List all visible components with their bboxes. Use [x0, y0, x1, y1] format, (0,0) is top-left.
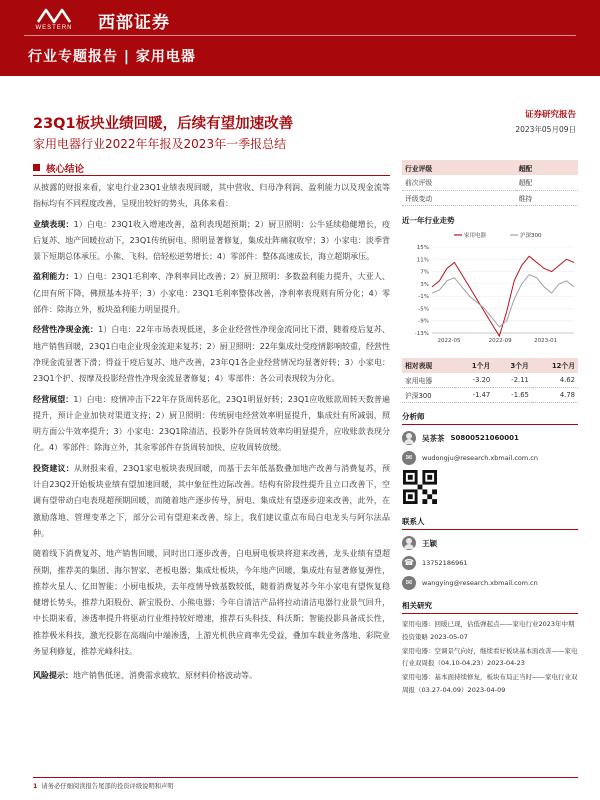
recommendation-paragraph: 随着线下消费复苏、地产销售回暖，同时出口逐步改善，白电厨电板块将迎来改善，龙头业绩有望超预期，推荐美的集团、海尔智家、老板电器；集成灶板块，今年地产回暖，集成灶有显著修复弹性，推荐火星人、亿田智能；小厨电板块，去年疫情导致基数较低，随着消费复苏今年小家电有望恢复稳健增长势头，推荐九阳股份、新宝股份、小熊电器；今年自清洁产品将拉动清洁电器行业景气回升，中长期来看，渗透率提升将驱动行业维持较好增速，推荐石头科技、科沃斯；智能投影具备成长性，推荐极米科技，激光投影在高端向中端渗透，上游光机供应商率先受益，叠加车载业务落地、彩院业务显利修复，推荐光峰科技。: [33, 549, 390, 657]
footer: [33, 781, 174, 790]
contact-email[interactable]: wangying@research.xbmail.com.cn: [422, 579, 538, 587]
cashflow-paragraph: [33, 322, 390, 387]
paragraph-label: 盈利能力：: [33, 272, 74, 282]
chart-title: 近一年行业走势: [402, 215, 455, 225]
paragraph-text: 1）白电：22年市场表现低迷，多企业经营性净现金流同比下滑，随着疫后复苏、地产销售回暖，23Q1白电企业现金流迎来复苏；2）厨卫照明：22年集成灶受疫情影响较重，经营性净现金流显著下滑；得益于疫后复苏、地产改善，23年Q1各企业经营情况均显著好转；3）小家电：23Q1个护、按摩及投影经营性净现金流显著修复；4）零部件：各公司表现较为分化。: [33, 325, 390, 384]
rating-label: 评级变动: [402, 190, 516, 205]
table-row: [402, 373, 578, 388]
report-type: 行业专题报告 | 家用电器: [28, 49, 196, 65]
related-heading: 相关研究: [402, 600, 578, 614]
table-row: [402, 160, 578, 175]
perf-cell: -1.65: [493, 388, 532, 403]
series-line: [432, 274, 574, 326]
perf-header: 12个月: [532, 358, 578, 373]
analyst-heading: 分析师: [402, 411, 578, 425]
related-list: [402, 618, 578, 697]
perf-header: 1个月: [455, 358, 494, 373]
contact-heading: 联系人: [402, 516, 578, 530]
trend-chart-svg: [402, 229, 578, 349]
perf-cell: 家用电器: [402, 373, 455, 388]
paragraph-text: 1）白电：23Q1毛利率、净利率同比改善；2）厨卫照明：多数盈利能力提升，大亚人、亿田有所下降，佛照基本持平；3）小家电：23Q1毛利率整体改善，净利率表现则有所分化；4）零部件：除海立外，板块盈利能力明显提升。: [33, 272, 390, 315]
y-tick-label: -9%: [418, 318, 429, 325]
report-kind: 证券研究报告: [524, 110, 576, 120]
outlook-paragraph: [33, 392, 390, 457]
legend-label: 家用电器: [464, 232, 487, 239]
investment-paragraph: [33, 461, 390, 542]
list-item[interactable]: 家用电器：基本面持续修复，板块布局正当时——家电行业双周报（03.27-04.09）2023-04-09: [402, 673, 578, 694]
core-conclusions: [33, 160, 390, 685]
contact-phone-row: [402, 556, 578, 570]
y-tick-label: 7%: [420, 269, 429, 276]
y-tick-label: -1%: [418, 293, 429, 300]
related-research: [402, 600, 578, 697]
report-subtitle: 家用电器行业2022年年报及2023年一季报总结: [33, 137, 287, 151]
analyst-email-row: [402, 451, 578, 465]
y-tick-label: 3%: [420, 281, 429, 288]
sidebar: [402, 160, 578, 698]
paragraph-label: 投资建议：: [33, 463, 74, 473]
table-row: [402, 175, 578, 190]
performance-table: [402, 358, 578, 404]
table-row: [402, 190, 578, 205]
rating-label: 行业评级: [402, 160, 516, 175]
rating-table: [402, 160, 578, 206]
paragraph-label: 经营展望：: [33, 394, 74, 404]
y-tick-label: -13%: [414, 330, 429, 337]
page-number: 1: [33, 783, 38, 790]
intro-paragraph: 从披露的财报来看，家电行业23Q1业绩表现回暖，其中营收、归母净利润、盈利能力以及现金流等指标均有不同程度改善，呈现出较好的势头，具体来看：: [33, 183, 390, 209]
analyst-block: [402, 411, 578, 508]
analyst-cert: S0800521060001: [450, 434, 519, 442]
contact-name: 王颖: [422, 538, 437, 548]
paragraph-text: 从财报来看，23Q1家电板块表现回暖，而基于去年低基数叠加地产改善与消费复苏，预计自23Q2开始板块业绩有望加速回暖，其中象征性边际改善。结构有阶段性提升且立口改善下，空调有望带动白电表现超预期回暖，而随着地产逐步传导，厨电、集成灶有望逐步迎来改善，此外，在激励落地、管理变革之下，部分公司有望迎来改善，综上，我们建议重点布局白电龙头与阿尔法品种。: [33, 463, 390, 538]
perf-cell: 4.62: [532, 373, 578, 388]
logo: [24, 8, 84, 34]
risk-paragraph: [33, 668, 390, 684]
perf-header: 3个月: [493, 358, 532, 373]
brand-name: 西部证券: [98, 13, 170, 33]
y-tick-label: -5%: [418, 305, 429, 312]
trend-chart: [402, 229, 578, 349]
banner-divider: [24, 35, 576, 36]
contact-block: [402, 516, 578, 590]
core-heading-text: 核心结论: [46, 163, 85, 175]
perf-cell: -1.47: [455, 388, 494, 403]
logo-text: WESTERN: [35, 25, 73, 31]
table-row: [402, 388, 578, 403]
rating-value: 超配: [516, 160, 578, 175]
risk-text: 地产销售低迷、消费需求疲软、原材料价格波动等。: [73, 671, 257, 681]
contact-phone[interactable]: 13752186961: [422, 559, 468, 567]
phone-icon: ☎: [402, 556, 416, 570]
rating-value: 超配: [516, 175, 578, 190]
email-icon: ✉: [402, 576, 416, 590]
paragraph-text: 1）白电：疫情冲击下22年存货周转恶化，23Q1明显好转；23Q1应收账款周转天数普遍提升，预计企业加快对渠道支持；2）厨卫照明：传统厨电经营效率明显提升，集成灶有所减弱，照明方面公牛效率提升；3）小家电：23Q1除清洁、投影外存货周转效率均明显提升，应收账款表现分化。4）零部件：除海立外，其余零部件存货周转加快、应收周转放缓。: [33, 394, 391, 453]
y-tick-label: 15%: [416, 244, 429, 251]
avatar-icon: [402, 431, 416, 445]
x-tick-label: 2022-05: [437, 337, 461, 344]
table-row: [402, 358, 578, 373]
paragraph-text: 1）白电：23Q1收入增速改善，盈利表现超预期；2）厨卫照明：公牛延续稳健增长，疫后复苏、地产回暖拉动下，23Q1传统厨电、照明显著修复，集成灶阵痛叙收窄；3）小家电：淡季背景下短期总体承压。小熊、飞科、倍轻松逆势增长；4）零部件：整体高速成长，海立超期承压。: [33, 219, 390, 262]
logo-mark-icon: [36, 8, 72, 24]
risk-label: 风险提示：: [33, 671, 73, 681]
header-banner: [0, 0, 600, 76]
perf-cell: -3.20: [455, 373, 494, 388]
footer-divider: [33, 777, 578, 778]
perf-header: 相对表现: [402, 358, 455, 373]
email-icon: ✉: [402, 451, 416, 465]
paragraph-label: 经营性净现金流：: [33, 325, 99, 335]
core-heading: [33, 160, 390, 176]
perf-cell: 沪深300: [402, 388, 455, 403]
list-item[interactable]: 家用电器：空调景气向好，继续看好板块基本面改善——家电行业双周报（04.10-04.23）2023-04-23: [402, 646, 578, 668]
profitability-paragraph: [33, 269, 390, 318]
contact-email-row: [402, 576, 578, 590]
list-item[interactable]: 家用电器：回暖已现，估低弹起点——家电行业2023年中期投资策略 2023-05-07: [402, 620, 575, 641]
perf-cell: -2.11: [493, 373, 532, 388]
y-tick-label: 11%: [416, 256, 429, 263]
analyst-row: [402, 431, 578, 445]
report-title: 23Q1板块业绩回暖，后续有望加速改善: [33, 116, 294, 132]
analyst-name: 吴茶茶: [422, 433, 445, 443]
x-tick-label: 2022-09: [488, 337, 512, 344]
avatar-icon: [402, 536, 416, 550]
analyst-email[interactable]: wudongju@research.xbmail.com.cn: [422, 454, 539, 462]
legend-label: 沪深300: [520, 232, 542, 239]
footer-text: 请务必仔细阅读报告尾部的投资评级说明和声明: [41, 783, 174, 790]
rating-label: 前次评级: [402, 175, 516, 190]
x-tick-label: 2023-01: [534, 337, 558, 344]
square-bullet-icon: [33, 164, 40, 171]
paragraph-label: 业绩表现：: [33, 219, 74, 229]
performance-paragraph: [33, 217, 390, 266]
rating-value: 维持: [516, 190, 578, 205]
report-date: 2023年05月09日: [515, 125, 576, 134]
qr-code-icon: [403, 470, 437, 504]
perf-cell: 4.78: [532, 388, 578, 403]
contact-row: [402, 536, 578, 550]
